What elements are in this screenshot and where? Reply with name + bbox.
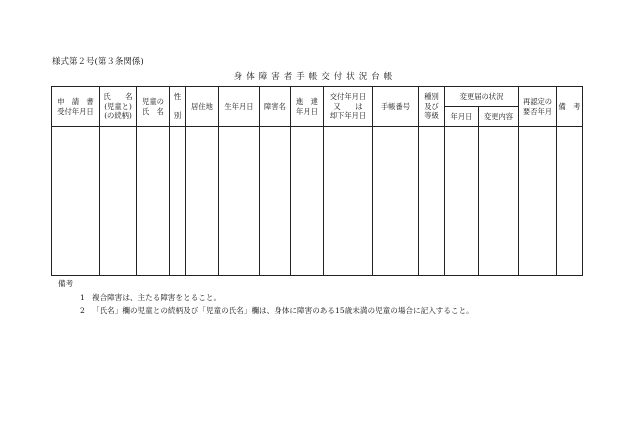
subheader-change-details: 変更内容 <box>479 107 519 127</box>
note-item <box>58 292 222 307</box>
cell-type-grade[interactable] <box>419 127 445 276</box>
cell-application-date[interactable] <box>52 127 100 276</box>
form-number: 様式第２号(第３条関係) <box>52 57 144 67</box>
cell-disability-name[interactable] <box>260 127 291 276</box>
header-change-notification-status: 変更届の状況 <box>445 87 519 107</box>
note-number: 2 <box>80 305 85 315</box>
cell-forwarding-date[interactable] <box>291 127 324 276</box>
cell-birth-date[interactable] <box>219 127 260 276</box>
note-text: 「氏名」欄の児童との続柄及び「児童の氏名」欄は、身体に障害のある15歳未満の児童の場合に記入すること。 <box>92 305 474 315</box>
header-remarks: 備 考 <box>557 87 583 127</box>
header-child-name: 児童の 氏 名 <box>137 87 170 127</box>
cell-remarks[interactable] <box>557 127 583 276</box>
notes-heading: 備考 <box>58 279 74 288</box>
header-issue-or-rejection-date: 交付年月日 又 は 却下年月日 <box>324 87 373 127</box>
document-title: 身体障害者手帳交付状況台帳 <box>233 72 397 82</box>
cell-change-date[interactable] <box>445 127 479 276</box>
cell-child-name[interactable] <box>137 127 170 276</box>
header-name-relation: 氏 名 (児童と) (の続柄) <box>100 87 137 127</box>
header-application-date: 申 請 書 受付年月日 <box>52 87 100 127</box>
header-sex: 性 別 <box>170 87 186 127</box>
cell-handbook-number[interactable] <box>373 127 419 276</box>
header-residence: 居住地 <box>186 87 219 127</box>
ledger-table <box>51 86 583 276</box>
cell-residence[interactable] <box>186 127 219 276</box>
header-birth-date: 生年月日 <box>219 87 260 127</box>
header-forwarding-date: 進 達 年月日 <box>291 87 324 127</box>
cell-recertification[interactable] <box>519 127 557 276</box>
header-handbook-number: 手帳番号 <box>373 87 419 127</box>
header-disability-name: 障害名 <box>260 87 291 127</box>
header-type-grade: 種別 及び 等級 <box>419 87 445 127</box>
cell-issue-or-rejection-date[interactable] <box>324 127 373 276</box>
header-recertification: 再認定の 要否年月 <box>519 87 557 127</box>
table-row <box>52 127 583 276</box>
cell-name-relation[interactable] <box>100 127 137 276</box>
note-number: 1 <box>80 292 85 302</box>
cell-change-details[interactable] <box>479 127 519 276</box>
cell-sex[interactable] <box>170 127 186 276</box>
note-item <box>58 305 474 320</box>
notes-section <box>58 279 474 320</box>
subheader-change-date: 年月日 <box>445 107 479 127</box>
note-text: 複合障害は、主たる障害をとること。 <box>92 292 222 302</box>
